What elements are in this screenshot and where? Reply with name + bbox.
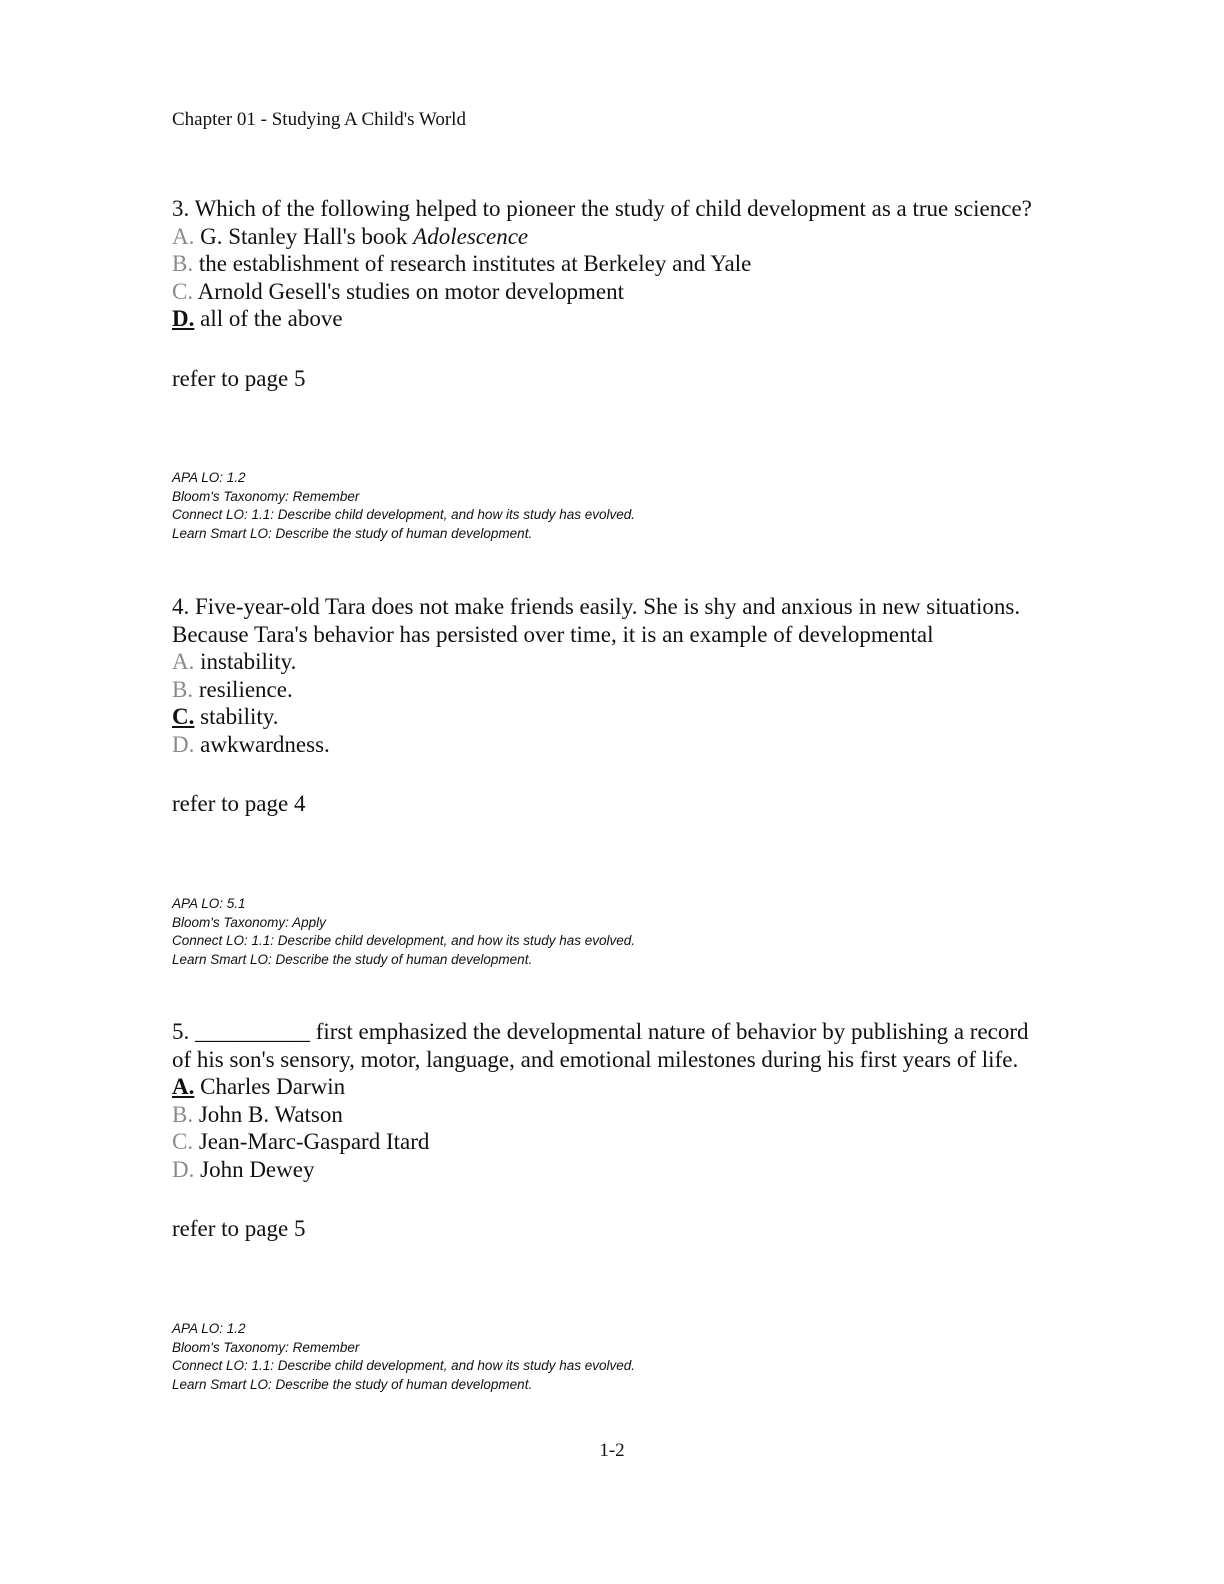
option-text: awkwardness. (200, 731, 330, 757)
question-3 (172, 195, 1072, 541)
option-letter: A. (172, 223, 195, 249)
connect-lo: Connect LO: 1.1: Describe child development, and how its study has evolved. (172, 933, 636, 948)
connect-lo: Connect LO: 1.1: Describe child development, and how its study has evolved. (172, 507, 636, 522)
question-stem-line-2: of his son's sensory, motor, language, and emotional milestones during his first years of life. (172, 1046, 1019, 1072)
option-a (172, 648, 1072, 676)
option-text: Charles Darwin (200, 1074, 346, 1099)
option-letter: D. (172, 306, 195, 331)
connect-lo: Connect LO: 1.1: Describe child development, and how its study has evolved. (172, 1358, 636, 1373)
question-stem-line-1: 5. __________ first emphasized the developmental nature of behavior by publishing a record (172, 1019, 1029, 1044)
option-letter: A. (172, 649, 195, 674)
option-letter: C. (172, 1129, 194, 1154)
option-letter: B. (172, 676, 194, 702)
question-stem: 3. Which of the following helped to pioneer the study of child development as a true science? (172, 196, 1032, 221)
blooms-taxonomy: Bloom's Taxonomy: Remember (172, 1339, 360, 1355)
option-a (172, 223, 1072, 251)
page-number: 1-2 (599, 1440, 625, 1461)
option-d-correct (172, 305, 1072, 333)
page-reference: refer to page 5 (172, 1216, 306, 1241)
apa-lo: APA LO: 5.1 (172, 896, 246, 911)
option-letter: B. (172, 1101, 194, 1127)
question-4 (172, 593, 1072, 967)
question-metadata (172, 1320, 635, 1394)
question-stem-line-1: 4. Five-year-old Tara does not make friends easily. She is shy and anxious in new situations. (172, 594, 1021, 619)
option-text: resilience. (198, 676, 293, 702)
option-letter: C. (172, 278, 194, 304)
page-reference: refer to page 5 (172, 365, 306, 391)
option-text: all of the above (200, 306, 343, 331)
option-text: G. Stanley Hall's book (200, 223, 414, 249)
blooms-taxonomy: Bloom's Taxonomy: Apply (172, 914, 326, 930)
option-text: John Dewey (200, 1156, 315, 1182)
option-text: Jean-Marc-Gaspard Itard (198, 1129, 430, 1154)
option-d (172, 731, 1072, 759)
learnsmart-lo: Learn Smart LO: Describe the study of human development. (172, 951, 533, 967)
option-b (172, 250, 1072, 278)
blooms-taxonomy: Bloom's Taxonomy: Remember (172, 488, 360, 504)
option-a-correct (172, 1073, 1072, 1101)
option-letter: D. (172, 1156, 195, 1182)
question-metadata (172, 895, 635, 969)
option-c (172, 278, 1072, 306)
option-text: John B. Watson (198, 1101, 343, 1127)
option-b (172, 1101, 1072, 1129)
option-c (172, 1128, 1072, 1156)
question-5 (172, 1018, 1072, 1392)
option-c-correct (172, 703, 1072, 731)
question-stem-line-2: Because Tara's behavior has persisted over time, it is an example of developmental (172, 621, 934, 647)
apa-lo: APA LO: 1.2 (172, 1321, 246, 1336)
option-italic-title: Adolescence (413, 223, 529, 249)
option-d (172, 1156, 1072, 1184)
question-metadata (172, 469, 635, 543)
option-letter: C. (172, 704, 195, 729)
learnsmart-lo: Learn Smart LO: Describe the study of human development. (172, 1376, 533, 1392)
option-b (172, 676, 1072, 704)
option-text: instability. (200, 649, 297, 674)
page-reference: refer to page 4 (172, 791, 306, 816)
option-text: stability. (200, 704, 279, 729)
option-text: Arnold Gesell's studies on motor development (197, 278, 624, 304)
option-letter: A. (172, 1074, 195, 1099)
option-text: the establishment of research institutes at Berkeley and Yale (198, 251, 752, 276)
page-header: Chapter 01 - Studying A Child's World (172, 109, 466, 130)
option-letter: D. (172, 731, 195, 757)
option-letter: B. (172, 251, 194, 276)
learnsmart-lo: Learn Smart LO: Describe the study of human development. (172, 525, 533, 541)
apa-lo: APA LO: 1.2 (172, 470, 246, 485)
